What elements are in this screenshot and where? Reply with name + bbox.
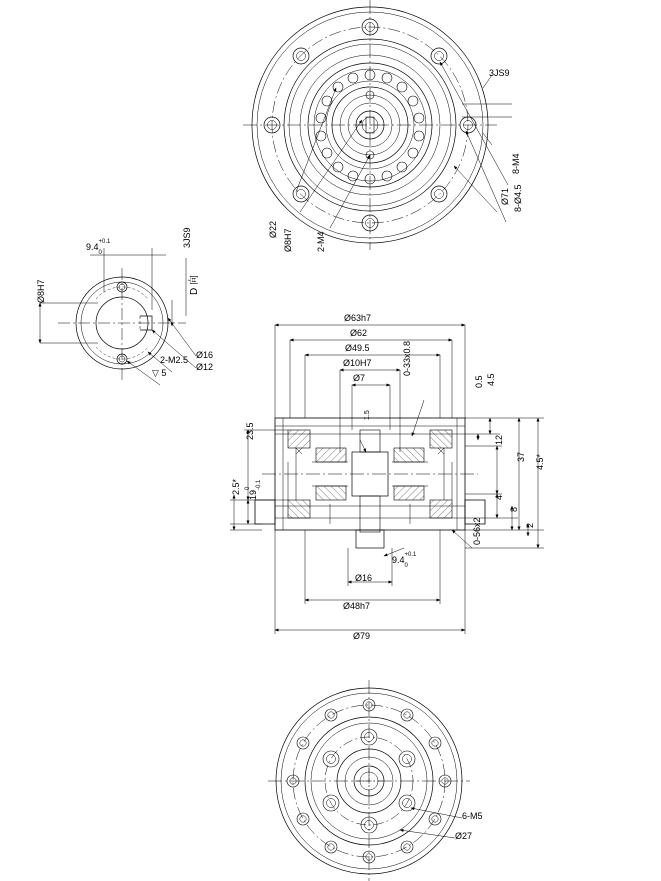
dim-phi71-label: Ø71 xyxy=(500,187,510,205)
dim-phi27-label: Ø27 xyxy=(455,831,473,841)
dim-phi16-label-detail: Ø16 xyxy=(196,350,214,360)
dim-2-m2-5-label: 2-M2.5 xyxy=(160,355,189,365)
dim-0-33x0-8-label: 0-33x0.8 xyxy=(402,340,412,376)
dim-phi49-5-label: Ø49.5 xyxy=(345,343,370,353)
dim-phi62-label: Ø62 xyxy=(350,328,368,338)
dim-3js9-label-top: 3JS9 xyxy=(489,68,510,78)
dim-4-label: 4 xyxy=(494,494,504,500)
top-view-geometry xyxy=(243,0,497,250)
section-view-geometry xyxy=(255,418,485,548)
dim-8-label: 8 xyxy=(509,506,519,512)
dim-phi12-label: Ø12 xyxy=(196,362,214,372)
dim-1-5-label: 1.5 xyxy=(364,410,371,420)
section-view-dimension-lines xyxy=(230,325,544,634)
dim-0-56x2-label: 0-56x2 xyxy=(472,517,482,545)
dim-4-5-label: 4.5 xyxy=(486,373,496,386)
dim-0-5-label: 0.5 xyxy=(474,375,484,388)
dim-45-star-label: 4.5* xyxy=(535,453,545,470)
dim-phi16-label-section: Ø16 xyxy=(355,573,373,583)
dim-phi10h7-label: Ø10H7 xyxy=(343,358,372,368)
dim-3js9-label-detail: 3JS9 xyxy=(182,227,192,248)
dim-2-m4-label: 2-M4 xyxy=(316,231,326,252)
dim-phi22-label: Ø22 xyxy=(268,220,278,238)
dim-19-tol-label: 190 -0.1 xyxy=(245,479,263,500)
dim-phi8h7-label-detail: Ø8H7 xyxy=(36,279,46,303)
dim-phi63h7-label: Ø63h7 xyxy=(344,313,372,323)
dim-6-m5-label: 6-M5 xyxy=(462,811,483,821)
dim-37-label: 37 xyxy=(516,451,526,462)
dim-12-label: 12 xyxy=(494,434,504,445)
dim-phi79-label: Ø79 xyxy=(353,631,371,641)
top-view-leaders xyxy=(296,62,512,228)
dim-9-4-tol-label-section: 9.4+0.1 0 xyxy=(392,552,417,570)
dim-phi7-label: Ø7 xyxy=(353,373,366,383)
dim-8-m4-label: 8-M4 xyxy=(511,153,521,174)
dim-depth-5-label: ▽ 5 xyxy=(152,368,167,378)
dim-8-phi4-5-label: 8-Ø4.5 xyxy=(513,184,523,212)
dim-phi48h7-label: Ø48h7 xyxy=(343,601,371,611)
dim-23-5-label: 23.5 xyxy=(245,422,255,440)
dim-phi8h7-label: Ø8H7 xyxy=(283,228,293,252)
dim-2-5-star-label: 2.5* xyxy=(231,478,241,495)
dim-2-label: 2 xyxy=(525,522,535,528)
detail-view-label: D 向 xyxy=(189,275,200,295)
dim-9-4-tol-label-detail: 9.4+0.1 0 xyxy=(86,239,111,257)
